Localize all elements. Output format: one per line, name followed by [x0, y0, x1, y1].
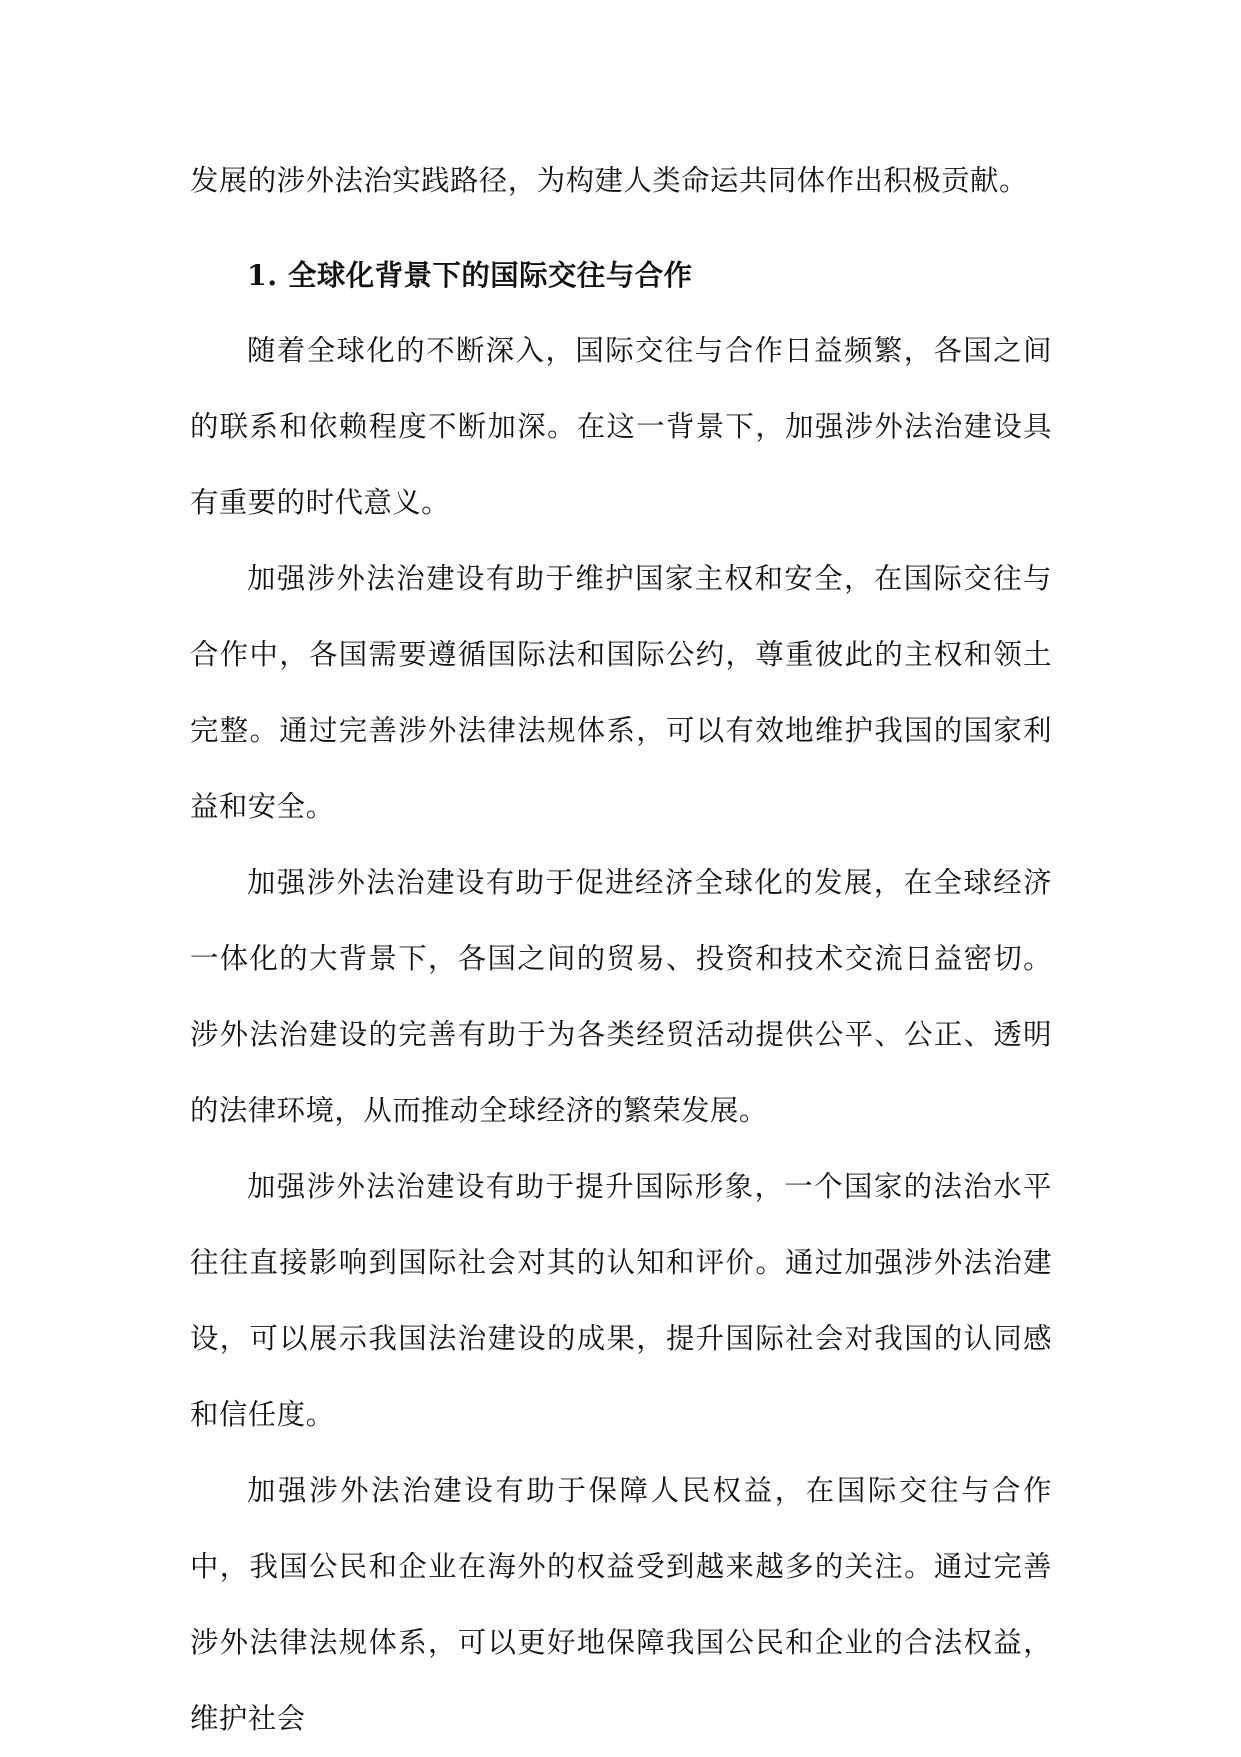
- body-paragraph-4: 加强涉外法治建设有助于提升国际形象，一个国家的法治水平往往直接影响到国际社会对其的认知和评价。通过加强涉外法治建设，可以展示我国法治建设的成果，提升国际社会对我国的认同感和信任度。: [190, 1170, 1052, 1431]
- section-heading: 1. 全球化背景下的国际交往与合作: [247, 258, 693, 292]
- body-paragraph-2: 加强涉外法治建设有助于维护国家主权和安全，在国际交往与合作中，各国需要遵循国际法和国际公约，尊重彼此的主权和领土完整。通过完善涉外法律法规体系，可以有效地维护我国的国家利益和安全。: [190, 562, 1052, 823]
- body-paragraph-3: 加强涉外法治建设有助于促进经济全球化的发展，在全球经济一体化的大背景下，各国之间的贸易、投资和技术交流日益密切。涉外法治建设的完善有助于为各类经贸活动提供公平、公正、透明的法律环境，从而推动全球经济的繁荣发展。: [190, 866, 1052, 1127]
- document-body: [190, 143, 1052, 1757]
- body-paragraph-1: 随着全球化的不断深入，国际交往与合作日益频繁，各国之间的联系和依赖程度不断加深。在这一背景下，加强涉外法治建设具有重要的时代意义。: [190, 334, 1052, 519]
- continuation-paragraph: 发展的涉外法治实践路径，为构建人类命运共同体作出积极贡献。: [190, 164, 1028, 197]
- body-paragraph-5: 加强涉外法治建设有助于保障人民权益，在国际交往与合作中，我国公民和企业在海外的权益受到越来越多的关注。通过完善涉外法律法规体系，可以更好地保障我国公民和企业的合法权益，维护社会: [190, 1474, 1052, 1735]
